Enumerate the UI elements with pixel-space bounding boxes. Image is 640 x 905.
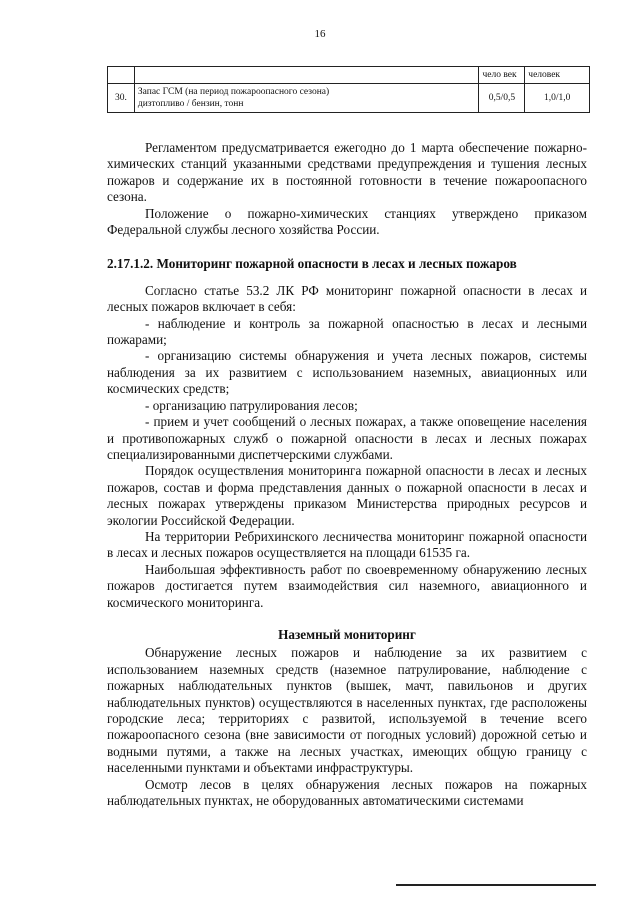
document-body: [107, 140, 587, 809]
page-number: 16: [314, 28, 326, 40]
row-description-line: дизтопливо / бензин, тонн: [137, 99, 244, 109]
row-description-line: Запас ГСМ (на период пожароопасного сезона): [137, 87, 330, 97]
row-number: 30.: [108, 84, 135, 113]
table-header-cell: [134, 67, 479, 84]
row-description: [134, 84, 479, 113]
paragraph: Регламентом предусматривается ежегодно до 1 марта обеспечение пожарно-химических станций указанными средствами предупреждения и тушения лесных пожаров и содержание их в постоянной готовности в течение пожароопасного сезона.: [107, 140, 587, 205]
paragraph: Согласно статье 53.2 ЛК РФ мониторинг пожарной опасности в лесах и лесных пожаров включает в себя:: [107, 282, 587, 315]
section-heading: 2.17.1.2. Мониторинг пожарной опасности в лесах и лесных пожаров: [107, 256, 517, 272]
paragraph: Обнаружение лесных пожаров и наблюдение за их развитием с использованием наземных средств (наземное патрулирование, наблюдение с пожарных наблюдательных пунктов (вышек, мачт, павильонов и других наблюдательных пунктов) осуществляются в населенных пунктах, где расположены городские леса; территориях с развитой, используемой в течение всего пожароопасного сезона (вне зависимости от погодных условий) дорожной сетью и водными путями, а также на лесных участках, имеющих общую границу с населенными пунктами и объектами инфраструктуры.: [107, 645, 587, 776]
table-header-unit: человек: [525, 67, 590, 84]
list-item: - организацию системы обнаружения и учета лесных пожаров, системы наблюдения за их развитием с использованием наземных, авиационных или космических средств;: [107, 348, 587, 397]
paragraph: На территории Ребрихинского лесничества мониторинг пожарной опасности в лесах и лесных пожаров осуществляется на площади 61535 га.: [107, 528, 587, 561]
table-header-unit: чело век: [479, 67, 525, 84]
resources-table: [107, 66, 590, 113]
subsection-heading: Наземный мониторинг: [278, 626, 416, 642]
table-header-row: [108, 67, 590, 84]
paragraph: Наибольшая эффективность работ по своевременному обнаружению лесных пожаров достигается путем взаимодействия сил наземного, авиационного и космического мониторинга.: [107, 561, 587, 610]
paragraph: Порядок осуществления мониторинга пожарной опасности в лесах и лесных пожаров, состав и форма представления данных о пожарной опасности в лесах и лесных пожарах утверждены приказом Министерства природных ресурсов и экологии Российской Федерации.: [107, 463, 587, 528]
list-item: - прием и учет сообщений о лесных пожарах, а также оповещение населения и противопожарных служб о пожарной опасности в лесах и лесных пожарах специализированными диспетчерскими службами.: [107, 414, 587, 462]
paragraph: Осмотр лесов в целях обнаружения лесных пожаров на пожарных наблюдательных пунктах, не оборудованных автоматическими системами: [107, 776, 587, 809]
table-header-cell: [108, 67, 135, 84]
list-item: - наблюдение и контроль за пожарной опасностью в лесах и лесными пожарами;: [107, 315, 587, 348]
paragraph: Положение о пожарно-химических станциях утверждено приказом Федеральной службы лесного хозяйства России.: [107, 205, 587, 238]
row-value: 0,5/0,5: [479, 84, 525, 113]
row-value: 1,0/1,0: [525, 84, 590, 113]
table-row: [108, 84, 590, 113]
footer-rule: [396, 884, 596, 886]
list-item: - организацию патрулирования лесов;: [145, 397, 358, 413]
